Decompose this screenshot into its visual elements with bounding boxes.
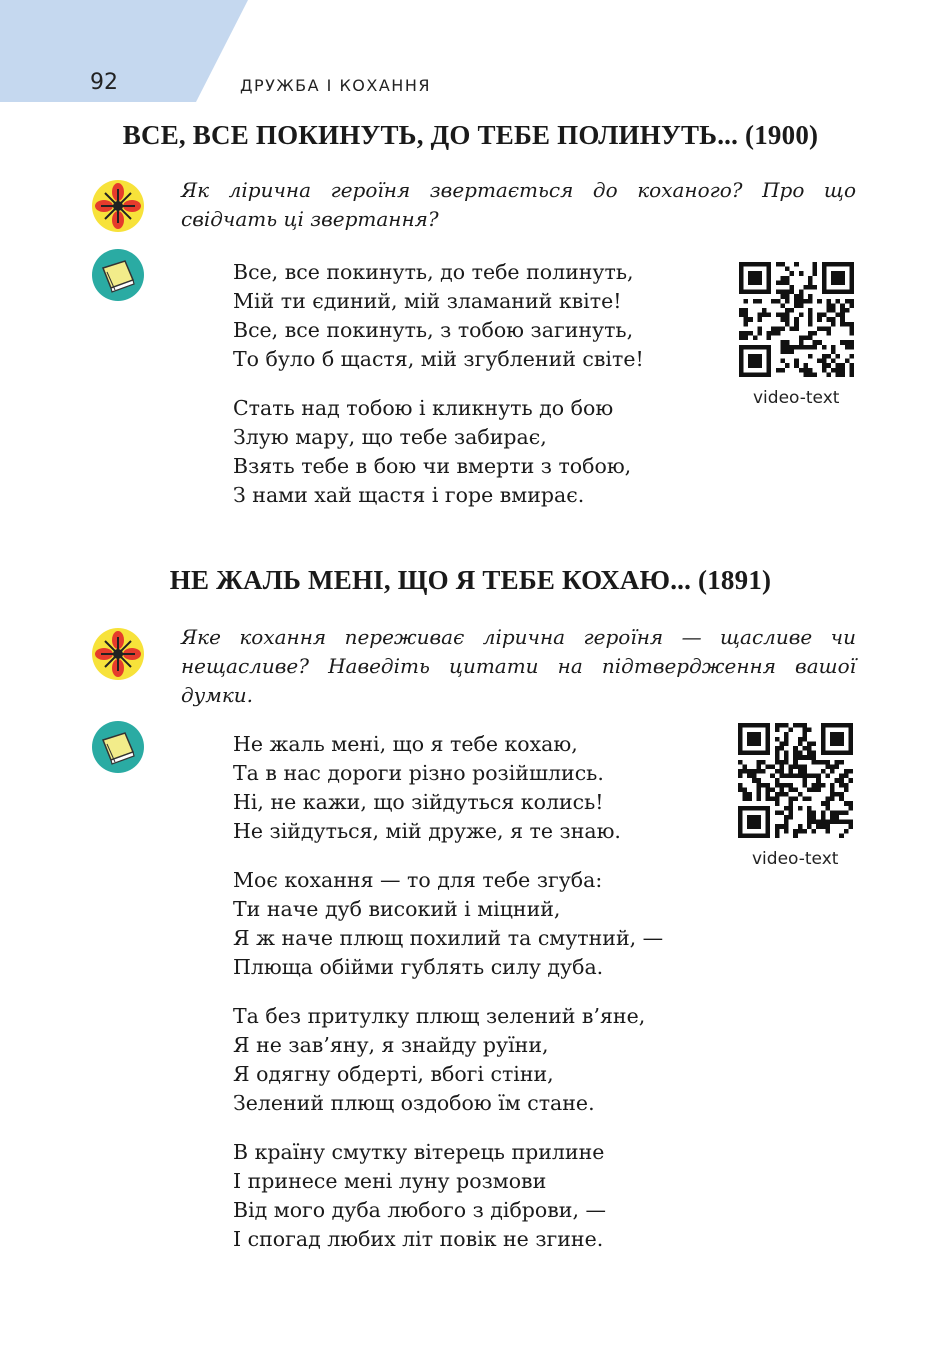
verse-line: Я ж наче плющ похилий та смутний, — [233,926,664,950]
verse-line: І спогад любих літ повік не згине. [233,1227,604,1251]
verse-line: Не жаль мені, що я тебе кохаю, [233,732,578,756]
verse-line: Від мого дуба любого з діброви, — [233,1198,606,1222]
verse-line: Та без притулку плющ зелений в’яне, [233,1004,646,1028]
verse-line: Не зійдуться, мій друже, я те знаю. [233,819,621,843]
verse-line: І принесе мені луну розмови [233,1169,547,1193]
running-title: ДРУЖБА І КОХАННЯ [240,76,431,95]
question-2: Яке кохання переживає лірична героїня — щасливе чи нещасливе? Наведіть цитати на підтвердження вашої думки. [181,625,856,707]
qr-label: video-text [753,388,840,408]
poem-title-1: ВСЕ, ВСЕ ПОКИНУТЬ, ДО ТЕБЕ ПОЛИНУТЬ... (1900) [122,120,819,150]
verse-line: Злую мару, що тебе забирає, [233,425,547,449]
verse-line: З нами хай щастя і горе вмирає. [233,483,585,507]
verse-line: Я одягну обдерті, вбогі стіни, [233,1062,554,1086]
stanza-1-2 [233,394,631,510]
verse-line: В країну смутку вітерець прилине [233,1140,605,1164]
stanza-2-3 [233,1002,645,1118]
qr-code[interactable] [739,262,854,377]
stanza-1-1 [233,258,644,374]
verse-line: Та в нас дороги різно розійшлись. [233,761,604,785]
flower-icon [91,179,145,233]
flower-icon [91,627,145,681]
verse-line: Мій ти єдиний, мій зламаний квіте! [233,289,622,313]
verse-line: Взять тебе в бою чи вмерти з тобою, [233,454,632,478]
poem-title-2: НЕ ЖАЛЬ МЕНІ, ЩО Я ТЕБЕ КОХАЮ... (1891) [169,565,772,595]
verse-line: Моє кохання — то для тебе згуба: [233,868,603,892]
verse-line: Плюща обійми гублять силу дуба. [233,955,604,979]
verse-line: Зелений плющ оздобою їм стане. [233,1091,595,1115]
verse-line: Ти наче дуб високий і міцний, [233,897,561,921]
header-tab [0,0,250,102]
stanza-2-4 [233,1138,606,1254]
book-icon [91,720,145,774]
verse-line: Я не зав’яну, я знайду руїни, [233,1033,549,1057]
verse-line: Все, все покинуть, з тобою загинуть, [233,318,634,342]
verse-line: То було б щастя, мій згублений світе! [233,347,644,371]
verse-line: Ні, не кажи, що зійдуться колись! [233,790,604,814]
page-number: 92 [90,70,118,95]
verse-line: Все, все покинуть, до тебе полинуть, [233,260,634,284]
qr-code[interactable] [738,723,853,838]
stanza-2-2 [233,866,663,982]
stanza-2-1 [233,730,621,846]
question-1: Як лірична героїня звертається до коханого? Про що свідчать ці звертання? [181,178,856,231]
book-icon [91,248,145,302]
qr-label: video-text [752,849,839,869]
verse-line: Стать над тобою і кликнуть до бою [233,396,614,420]
